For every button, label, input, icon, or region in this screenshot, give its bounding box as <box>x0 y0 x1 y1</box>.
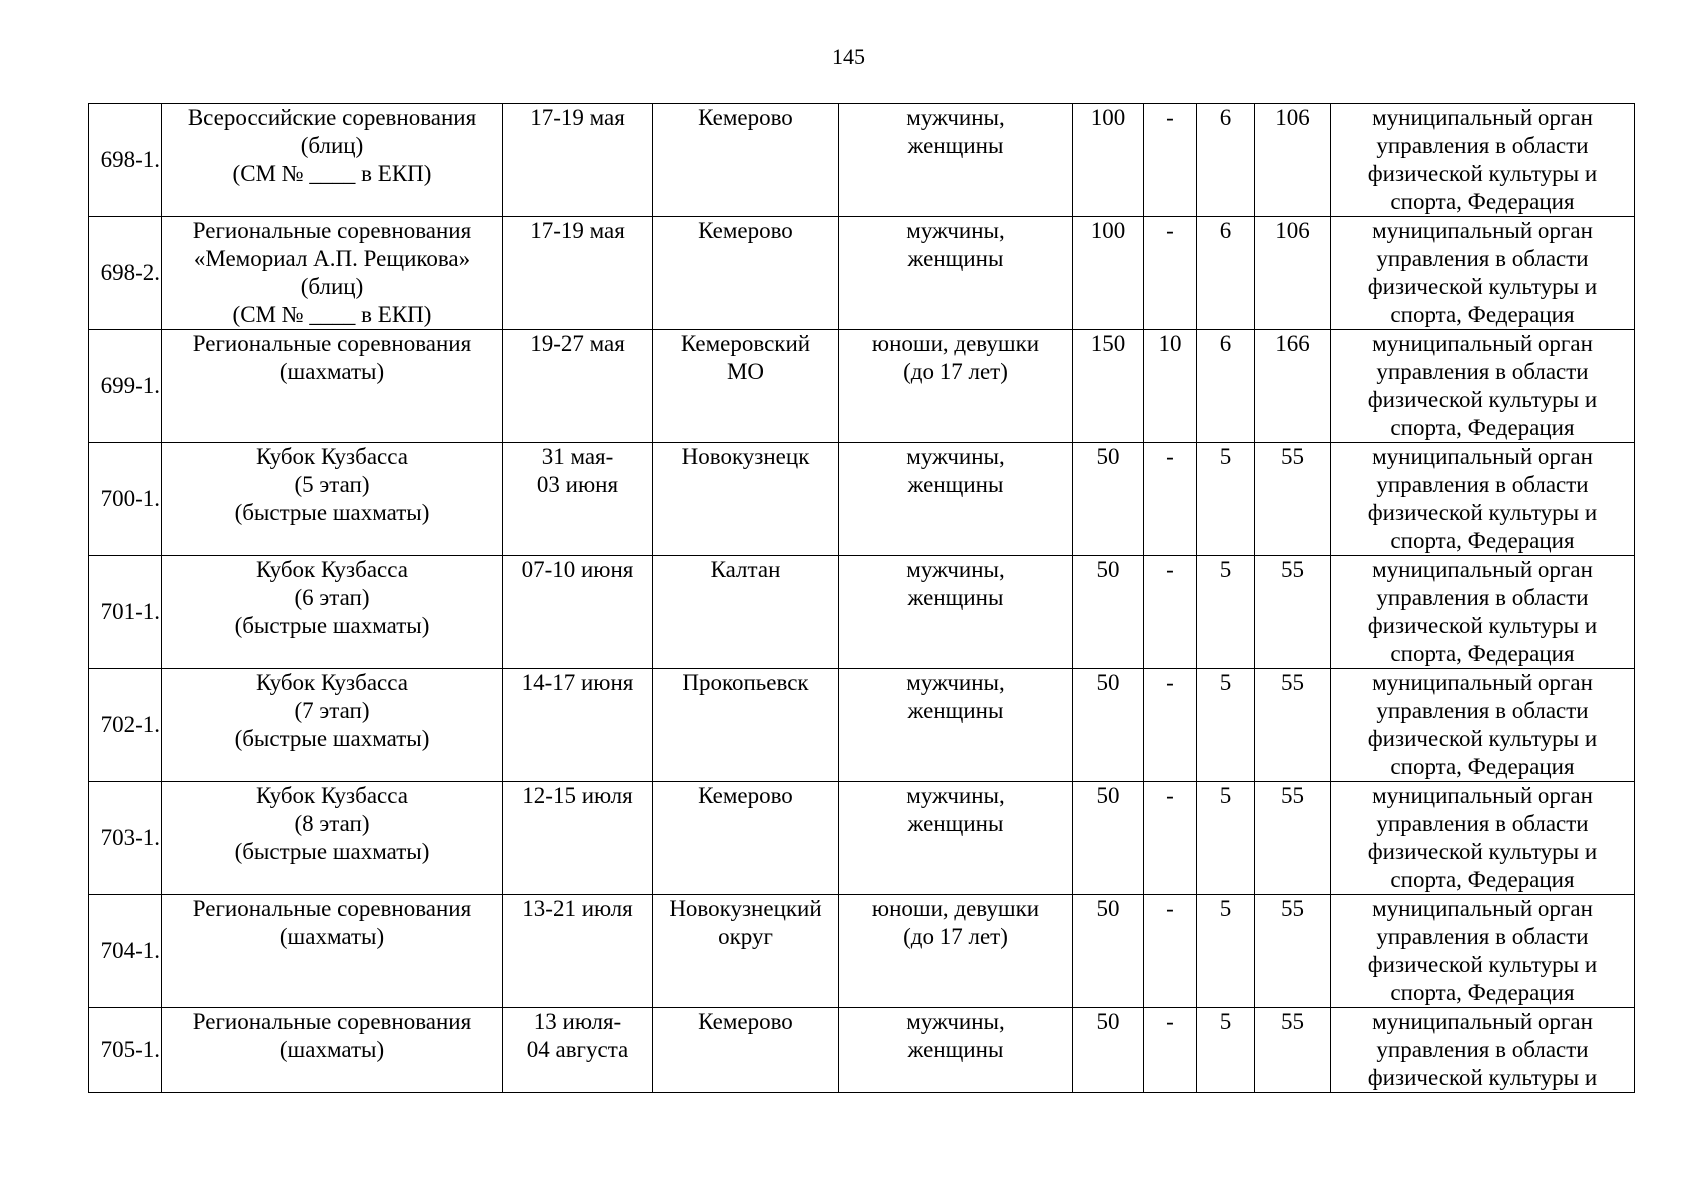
cell-location <box>653 1008 839 1093</box>
cell-competition-name-line: Региональные соревнования <box>192 218 472 243</box>
cell-participants <box>839 669 1073 782</box>
cell-participants-count: 100 <box>1073 217 1144 330</box>
cell-number: 700-1. <box>89 443 162 556</box>
cell-participants-line: мужчины, <box>906 218 1005 243</box>
cell-participants <box>839 1008 1073 1093</box>
cell-organizer-line: муниципальный орган <box>1372 557 1593 582</box>
cell-officials-count: 5 <box>1197 1008 1255 1093</box>
table-row <box>89 443 1635 556</box>
table-row <box>89 1008 1635 1093</box>
cell-participants-count: 50 <box>1073 782 1144 895</box>
cell-location-line: Прокопьевск <box>682 670 809 695</box>
cell-dates <box>503 104 653 217</box>
table-row <box>89 895 1635 1008</box>
cell-organizer-line: физической культуры и <box>1367 839 1598 864</box>
cell-competition-name-line: (СМ № ____ в ЕКП) <box>232 161 432 186</box>
cell-officials-count: 6 <box>1197 104 1255 217</box>
cell-organizer-line: спорта, Федерация <box>1390 641 1575 666</box>
cell-competition-name-line: (шахматы) <box>279 924 385 949</box>
cell-participants-line: мужчины, <box>906 670 1005 695</box>
cell-officials-count: 5 <box>1197 669 1255 782</box>
cell-competition-name <box>162 556 503 669</box>
cell-dates-line: 13-21 июля <box>522 896 633 921</box>
cell-organizer-line: управления в области <box>1376 1037 1589 1062</box>
cell-organizer-line: управления в области <box>1376 585 1589 610</box>
cell-participants-count: 150 <box>1073 330 1144 443</box>
cell-organizer-line: муниципальный орган <box>1372 783 1593 808</box>
cell-competition-name <box>162 330 503 443</box>
cell-competition-name-line: Кубок Кузбасса <box>256 444 408 469</box>
cell-organizer-line: спорта, Федерация <box>1390 415 1575 440</box>
cell-organizer <box>1331 782 1635 895</box>
cell-total-count: 55 <box>1255 895 1331 1008</box>
cell-organizer <box>1331 1008 1635 1093</box>
cell-competition-name <box>162 217 503 330</box>
cell-organizer <box>1331 104 1635 217</box>
page-number: 145 <box>832 44 865 69</box>
cell-participants-line: (до 17 лет) <box>903 924 1008 949</box>
cell-extra-count: 10 <box>1144 330 1197 443</box>
cell-dates-line: 04 августа <box>526 1037 629 1062</box>
cell-location-line: Кемерово <box>698 1009 793 1034</box>
cell-total-count: 166 <box>1255 330 1331 443</box>
cell-participants-line: женщины <box>907 698 1004 723</box>
cell-organizer-line: физической культуры и <box>1367 726 1598 751</box>
cell-organizer-line: спорта, Федерация <box>1390 867 1575 892</box>
cell-number: 698-2. <box>89 217 162 330</box>
cell-competition-name-line: Кубок Кузбасса <box>256 670 408 695</box>
cell-officials-count: 5 <box>1197 443 1255 556</box>
cell-competition-name-line: (блиц) <box>300 133 364 158</box>
cell-organizer-line: муниципальный орган <box>1372 331 1593 356</box>
cell-dates <box>503 330 653 443</box>
cell-officials-count: 5 <box>1197 556 1255 669</box>
cell-location-line: Калтан <box>710 557 781 582</box>
cell-competition-name <box>162 669 503 782</box>
cell-location-line: округ <box>718 924 773 949</box>
cell-dates-line: 13 июля- <box>533 1009 622 1034</box>
cell-number: 702-1. <box>89 669 162 782</box>
cell-dates <box>503 556 653 669</box>
cell-total-count: 55 <box>1255 669 1331 782</box>
cell-participants-line: мужчины, <box>906 783 1005 808</box>
cell-participants-count: 50 <box>1073 669 1144 782</box>
cell-participants-line: мужчины, <box>906 444 1005 469</box>
cell-organizer-line: спорта, Федерация <box>1390 302 1575 327</box>
cell-competition-name-line: Региональные соревнования <box>192 1009 472 1034</box>
cell-participants <box>839 443 1073 556</box>
cell-participants-line: женщины <box>907 472 1004 497</box>
cell-participants <box>839 104 1073 217</box>
cell-dates-line: 17-19 мая <box>530 218 625 243</box>
cell-participants-count: 50 <box>1073 1008 1144 1093</box>
cell-competition-name-line: Региональные соревнования <box>192 331 472 356</box>
cell-participants <box>839 556 1073 669</box>
cell-location <box>653 104 839 217</box>
cell-organizer-line: муниципальный орган <box>1372 670 1593 695</box>
cell-participants-line: женщины <box>907 133 1004 158</box>
cell-organizer-line: спорта, Федерация <box>1390 754 1575 779</box>
cell-dates <box>503 1008 653 1093</box>
cell-participants-line: мужчины, <box>906 557 1005 582</box>
cell-officials-count: 6 <box>1197 330 1255 443</box>
cell-organizer <box>1331 217 1635 330</box>
cell-organizer <box>1331 443 1635 556</box>
cell-competition-name-line: (6 этап) <box>294 585 370 610</box>
cell-organizer-line: управления в области <box>1376 246 1589 271</box>
cell-competition-name-line: (быстрые шахматы) <box>234 726 430 751</box>
cell-number: 699-1. <box>89 330 162 443</box>
table-row <box>89 217 1635 330</box>
cell-extra-count: - <box>1144 104 1197 217</box>
cell-competition-name <box>162 782 503 895</box>
cell-location-line: Кемерово <box>698 105 793 130</box>
cell-location-line: Новокузнецкий <box>669 896 822 921</box>
cell-location-line: Кемеровский <box>680 331 811 356</box>
cell-competition-name-line: Всероссийские соревнования <box>187 105 477 130</box>
cell-location-line: Новокузнецк <box>681 444 810 469</box>
cell-organizer-line: физической культуры и <box>1367 274 1598 299</box>
cell-dates-line: 14-17 июня <box>521 670 634 695</box>
cell-competition-name-line: Кубок Кузбасса <box>256 557 408 582</box>
cell-number: 704-1. <box>89 895 162 1008</box>
cell-officials-count: 6 <box>1197 217 1255 330</box>
cell-extra-count: - <box>1144 556 1197 669</box>
cell-organizer-line: муниципальный орган <box>1372 105 1593 130</box>
cell-competition-name-line: (7 этап) <box>294 698 370 723</box>
cell-competition-name-line: (быстрые шахматы) <box>234 500 430 525</box>
cell-location-line: МО <box>726 359 765 384</box>
cell-organizer <box>1331 330 1635 443</box>
table-body <box>89 104 1635 1093</box>
cell-total-count: 55 <box>1255 443 1331 556</box>
cell-number: 703-1. <box>89 782 162 895</box>
cell-organizer-line: муниципальный орган <box>1372 444 1593 469</box>
cell-total-count: 55 <box>1255 782 1331 895</box>
cell-dates-line: 17-19 мая <box>530 105 625 130</box>
cell-organizer-line: физической культуры и <box>1367 952 1598 977</box>
cell-total-count: 106 <box>1255 104 1331 217</box>
cell-participants-line: женщины <box>907 585 1004 610</box>
cell-organizer <box>1331 895 1635 1008</box>
cell-competition-name-line: (быстрые шахматы) <box>234 839 430 864</box>
cell-organizer-line: управления в области <box>1376 133 1589 158</box>
cell-competition-name-line: Кубок Кузбасса <box>256 783 408 808</box>
cell-organizer <box>1331 556 1635 669</box>
cell-competition-name-line: (5 этап) <box>294 472 370 497</box>
cell-location <box>653 556 839 669</box>
cell-participants <box>839 217 1073 330</box>
cell-dates <box>503 443 653 556</box>
cell-participants-line: мужчины, <box>906 105 1005 130</box>
cell-competition-name-line: (шахматы) <box>279 1037 385 1062</box>
cell-dates <box>503 782 653 895</box>
cell-organizer-line: физической культуры и <box>1367 1065 1598 1090</box>
cell-number: 698-1. <box>89 104 162 217</box>
cell-participants <box>839 895 1073 1008</box>
cell-participants-count: 50 <box>1073 443 1144 556</box>
cell-competition-name <box>162 443 503 556</box>
cell-participants-line: мужчины, <box>906 1009 1005 1034</box>
cell-number: 701-1. <box>89 556 162 669</box>
cell-dates-line: 07-10 июня <box>521 557 634 582</box>
cell-participants-line: женщины <box>907 246 1004 271</box>
cell-dates-line: 31 мая- <box>541 444 614 469</box>
cell-competition-name-line: (шахматы) <box>279 359 385 384</box>
cell-extra-count: - <box>1144 1008 1197 1093</box>
cell-extra-count: - <box>1144 669 1197 782</box>
cell-organizer-line: спорта, Федерация <box>1390 189 1575 214</box>
table-row <box>89 330 1635 443</box>
cell-organizer-line: управления в области <box>1376 472 1589 497</box>
cell-organizer-line: муниципальный орган <box>1372 1009 1593 1034</box>
cell-participants-count: 100 <box>1073 104 1144 217</box>
cell-organizer-line: управления в области <box>1376 811 1589 836</box>
cell-total-count: 55 <box>1255 1008 1331 1093</box>
cell-participants-line: (до 17 лет) <box>903 359 1008 384</box>
cell-participants-line: юноши, девушки <box>871 331 1040 356</box>
cell-location-line: Кемерово <box>698 218 793 243</box>
cell-participants-line: женщины <box>907 1037 1004 1062</box>
cell-location <box>653 895 839 1008</box>
table-row <box>89 669 1635 782</box>
cell-competition-name <box>162 895 503 1008</box>
cell-dates-line: 12-15 июля <box>522 783 633 808</box>
cell-organizer-line: физической культуры и <box>1367 613 1598 638</box>
cell-location <box>653 330 839 443</box>
cell-extra-count: - <box>1144 782 1197 895</box>
cell-dates <box>503 669 653 782</box>
cell-competition-name <box>162 104 503 217</box>
table-row <box>89 556 1635 669</box>
competition-schedule-table <box>88 103 1635 1093</box>
cell-participants-line: женщины <box>907 811 1004 836</box>
cell-participants <box>839 782 1073 895</box>
cell-organizer-line: управления в области <box>1376 924 1589 949</box>
cell-extra-count: - <box>1144 217 1197 330</box>
cell-competition-name-line: (быстрые шахматы) <box>234 613 430 638</box>
cell-dates-line: 03 июня <box>536 472 619 497</box>
cell-total-count: 106 <box>1255 217 1331 330</box>
cell-officials-count: 5 <box>1197 782 1255 895</box>
cell-location <box>653 217 839 330</box>
table-row <box>89 782 1635 895</box>
cell-participants-line: юноши, девушки <box>871 896 1040 921</box>
cell-organizer-line: управления в области <box>1376 359 1589 384</box>
cell-participants-count: 50 <box>1073 556 1144 669</box>
cell-organizer-line: спорта, Федерация <box>1390 980 1575 1005</box>
table-row <box>89 104 1635 217</box>
cell-location <box>653 782 839 895</box>
cell-dates-line: 19-27 мая <box>530 331 625 356</box>
cell-number: 705-1. <box>89 1008 162 1093</box>
cell-location-line: Кемерово <box>698 783 793 808</box>
cell-participants-count: 50 <box>1073 895 1144 1008</box>
cell-organizer-line: управления в области <box>1376 698 1589 723</box>
cell-participants <box>839 330 1073 443</box>
cell-competition-name-line: (8 этап) <box>294 811 370 836</box>
cell-dates <box>503 895 653 1008</box>
cell-location <box>653 443 839 556</box>
cell-competition-name-line: (СМ № ____ в ЕКП) <box>232 302 432 327</box>
cell-competition-name <box>162 1008 503 1093</box>
cell-competition-name-line: Региональные соревнования <box>192 896 472 921</box>
cell-organizer-line: спорта, Федерация <box>1390 528 1575 553</box>
cell-extra-count: - <box>1144 895 1197 1008</box>
cell-organizer <box>1331 669 1635 782</box>
cell-organizer-line: физической культуры и <box>1367 161 1598 186</box>
cell-organizer-line: физической культуры и <box>1367 387 1598 412</box>
cell-competition-name-line: «Мемориал А.П. Рещикова» <box>193 246 471 271</box>
cell-organizer-line: муниципальный орган <box>1372 218 1593 243</box>
cell-organizer-line: муниципальный орган <box>1372 896 1593 921</box>
cell-officials-count: 5 <box>1197 895 1255 1008</box>
cell-location <box>653 669 839 782</box>
cell-total-count: 55 <box>1255 556 1331 669</box>
cell-dates <box>503 217 653 330</box>
cell-extra-count: - <box>1144 443 1197 556</box>
cell-competition-name-line: (блиц) <box>300 274 364 299</box>
cell-organizer-line: физической культуры и <box>1367 500 1598 525</box>
